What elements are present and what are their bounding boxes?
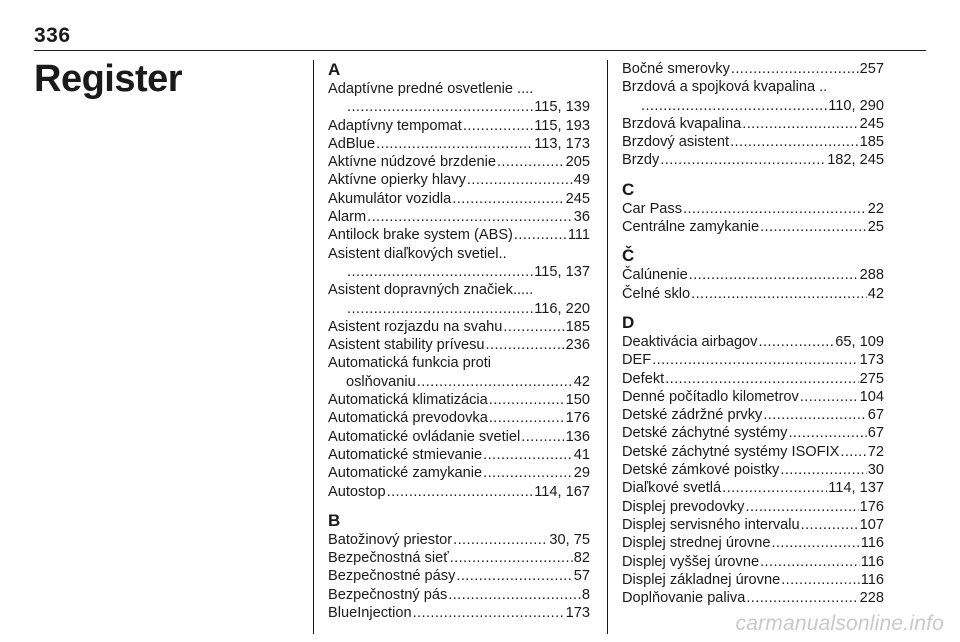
entry-term: Bočné smerovky	[622, 61, 730, 77]
dot-leader	[413, 604, 565, 622]
entry-term: Aktívne opierky hlavy	[328, 172, 466, 189]
index-entry	[328, 446, 590, 464]
section-letter: Č	[622, 246, 635, 266]
index-entry	[328, 135, 590, 153]
entry-page-ref[interactable]: 150	[565, 392, 590, 409]
entry-term: Denné počítadlo kilometrov	[622, 388, 799, 405]
entry-term: Automatické ovládanie svetiel	[328, 428, 521, 445]
index-entry	[622, 115, 884, 133]
entry-page-ref[interactable]: 228	[859, 590, 884, 607]
watermark: carmanualsonline.info	[735, 612, 944, 635]
section-letter: A	[328, 60, 341, 79]
entry-page-ref[interactable]: 173	[859, 352, 884, 369]
entry-page-ref[interactable]: 115, 139	[534, 99, 590, 116]
entry-page-ref[interactable]: 72	[867, 443, 884, 460]
dot-leader	[489, 409, 565, 427]
entry-term: AdBlue	[328, 135, 376, 152]
entry-term: Automatická prevodovka	[328, 410, 488, 427]
entry-page-ref[interactable]: 49	[573, 172, 590, 189]
dot-leader	[641, 97, 827, 115]
entry-page-ref[interactable]: 57	[573, 568, 590, 585]
dot-leader	[745, 498, 858, 516]
entry-term: Diaľkové svetlá	[622, 480, 722, 497]
index-entry	[328, 226, 590, 244]
entry-page-ref[interactable]: 30	[867, 462, 884, 479]
entry-page-ref[interactable]: 275	[859, 370, 884, 387]
entry-term: Brzdová a spojková kvapalina ..	[622, 79, 828, 96]
entry-term: Bezpečnostná sieť	[328, 550, 449, 567]
entry-term: Detské zámkové poistky	[622, 462, 780, 479]
entry-page-ref[interactable]: 42	[867, 285, 884, 302]
index-entry	[328, 391, 590, 409]
index-entry	[328, 153, 590, 171]
dot-leader	[800, 388, 859, 406]
entry-term: Detské zádržné prvky	[622, 407, 763, 424]
entry-term: Batožinový priestor	[328, 531, 453, 548]
entry-page-ref[interactable]: 67	[867, 407, 884, 424]
dot-leader	[514, 226, 567, 244]
index-entry	[328, 281, 590, 318]
page-title: Register	[34, 58, 183, 100]
section-letter: D	[622, 312, 635, 332]
entry-term: Brzdová kvapalina	[622, 115, 742, 132]
page-number: 336	[34, 24, 71, 47]
section-letter: C	[622, 179, 635, 199]
entry-term: Adaptívne predné osvetlenie ....	[328, 81, 534, 97]
dot-leader	[503, 318, 564, 336]
entry-page-ref[interactable]: 116	[860, 571, 884, 588]
entry-term: Automatické zamykanie	[328, 465, 483, 482]
index-entry	[622, 351, 884, 369]
entry-term: Displej prevodovky	[622, 498, 745, 515]
index-entry	[622, 589, 884, 607]
index-column-2	[622, 60, 884, 607]
entry-page-ref[interactable]: 205	[565, 154, 590, 171]
dot-leader	[347, 300, 533, 318]
dot-leader	[746, 589, 858, 607]
entry-term: Defekt	[622, 370, 665, 387]
entry-page-ref[interactable]: 65, 109	[835, 333, 884, 350]
entry-page-ref[interactable]: 245	[565, 190, 590, 207]
entry-term: Asistent rozjazdu na svahu	[328, 318, 503, 335]
dot-leader	[376, 135, 533, 153]
index-entry	[622, 333, 884, 351]
dot-leader	[483, 464, 573, 482]
dot-leader	[660, 151, 826, 169]
dot-leader	[417, 373, 573, 391]
index-entry	[622, 133, 884, 151]
entry-term: Bezpečnostný pás	[328, 586, 448, 603]
dot-leader	[760, 218, 867, 236]
index-entry	[622, 571, 884, 589]
index-entry	[328, 464, 590, 482]
index-column-1	[328, 60, 590, 622]
entry-page-ref[interactable]: 116	[860, 553, 884, 570]
index-entry	[622, 424, 884, 442]
dot-leader	[758, 333, 834, 351]
column-divider-right	[607, 60, 608, 634]
entry-page-ref[interactable]: 41	[573, 446, 590, 463]
dot-leader	[683, 200, 867, 218]
entry-term: Deaktivácia airbagov	[622, 333, 758, 350]
dot-leader	[689, 266, 859, 284]
dot-leader	[801, 516, 859, 534]
entry-page-ref[interactable]: 113, 173	[534, 135, 590, 152]
entry-page-ref[interactable]: 236	[565, 337, 590, 354]
index-entry	[328, 208, 590, 226]
column-divider-left	[313, 60, 314, 634]
entry-page-ref[interactable]: 25	[867, 219, 884, 236]
entry-term: Alarm	[328, 209, 367, 226]
dot-leader	[780, 461, 866, 479]
entry-term: Brzdový asistent	[622, 134, 730, 151]
index-entry	[328, 354, 590, 391]
entry-page-ref[interactable]: 176	[859, 498, 884, 515]
entry-term: Displej strednej úrovne	[622, 535, 771, 552]
entry-term: Aktívne núdzové brzdenie	[328, 154, 496, 171]
entry-term: Autostop	[328, 483, 386, 500]
dot-leader	[781, 571, 860, 589]
entry-term: Adaptívny tempomat	[328, 117, 462, 134]
entry-page-ref[interactable]: 185	[565, 318, 590, 335]
dot-leader	[463, 117, 533, 135]
dot-leader	[387, 483, 534, 501]
dot-leader	[467, 171, 573, 189]
index-entry	[622, 370, 884, 388]
index-entry	[328, 117, 590, 135]
dot-leader	[788, 424, 866, 442]
entry-page-ref[interactable]: 111	[567, 227, 590, 244]
dot-leader	[731, 60, 859, 78]
index-entry	[328, 190, 590, 208]
entry-page-ref[interactable]: 8	[581, 586, 590, 603]
entry-page-ref[interactable]: 67	[867, 425, 884, 442]
entry-page-ref[interactable]: 30, 75	[549, 531, 590, 548]
index-entry	[622, 266, 884, 284]
entry-page-ref[interactable]: 288	[859, 267, 884, 284]
index-entry	[622, 516, 884, 534]
dot-leader	[347, 263, 533, 281]
entry-term: Antilock brake system (ABS)	[328, 227, 513, 244]
entry-term: Automatická funkcia proti	[328, 355, 492, 372]
entry-term: Bezpečnostné pásy	[328, 568, 456, 585]
entry-term: Displej základnej úrovne	[622, 571, 781, 588]
section-letter: B	[328, 510, 341, 530]
index-entry	[622, 200, 884, 218]
dot-leader	[840, 443, 866, 461]
index-entry	[622, 461, 884, 479]
entry-term: DEF	[622, 352, 652, 369]
index-entry	[622, 479, 884, 497]
entry-page-ref[interactable]: 110, 290	[828, 97, 884, 114]
entry-term: Detské záchytné systémy	[622, 425, 788, 442]
index-entry	[328, 336, 590, 354]
index-entry	[622, 443, 884, 461]
entry-page-ref[interactable]: 22	[867, 200, 884, 217]
index-entry	[328, 604, 590, 622]
entry-page-ref[interactable]: 257	[859, 61, 884, 77]
index-entry	[622, 498, 884, 516]
header-rule	[34, 50, 926, 51]
dot-leader	[486, 336, 565, 354]
index-entry	[622, 406, 884, 424]
index-entry	[622, 388, 884, 406]
entry-page-ref[interactable]: 114, 167	[534, 483, 590, 500]
index-entry	[328, 409, 590, 427]
entry-page-ref[interactable]: 116, 220	[534, 300, 590, 317]
entry-term: Asistent diaľkových svetiel..	[328, 245, 507, 262]
dot-leader	[665, 370, 858, 388]
index-entry	[328, 245, 590, 282]
index-entry	[622, 534, 884, 552]
entry-term: BlueInjection	[328, 605, 412, 622]
entry-page-ref[interactable]: 42	[573, 373, 590, 390]
dot-leader	[652, 351, 858, 369]
dot-leader	[452, 190, 564, 208]
index-entry	[328, 549, 590, 567]
entry-page-ref[interactable]: 29	[573, 465, 590, 482]
entry-page-ref[interactable]: 185	[859, 134, 884, 151]
entry-term: Asistent stability prívesu	[328, 337, 485, 354]
entry-page-ref[interactable]: 245	[859, 115, 884, 132]
entry-term: Automatická klimatizácia	[328, 392, 488, 409]
index-entry	[622, 78, 884, 115]
entry-page-ref[interactable]: 173	[565, 605, 590, 622]
entry-term: Asistent dopravných značiek.....	[328, 282, 534, 299]
entry-term: Akumulátor vozidla	[328, 190, 452, 207]
dot-leader	[730, 133, 859, 151]
entry-page-ref[interactable]: 107	[859, 516, 884, 533]
entry-term: Car Pass	[622, 200, 683, 217]
entry-term: Displej servisného intervalu	[622, 516, 800, 533]
dot-leader	[456, 567, 572, 585]
index-entry	[328, 171, 590, 189]
dot-leader	[742, 115, 858, 133]
entry-term: Doplňovanie paliva	[622, 590, 746, 607]
dot-leader	[760, 553, 860, 571]
index-entry	[328, 428, 590, 446]
entry-page-ref[interactable]: 136	[565, 428, 590, 445]
entry-term: Brzdy	[622, 152, 660, 169]
entry-page-ref[interactable]: 116	[860, 535, 884, 552]
index-entry	[622, 553, 884, 571]
dot-leader	[691, 285, 867, 303]
index-entry	[328, 318, 590, 336]
dot-leader	[367, 208, 573, 226]
entry-page-ref[interactable]: 115, 137	[534, 263, 590, 280]
index-entry	[622, 285, 884, 303]
entry-page-ref[interactable]: 36	[573, 209, 590, 226]
dot-leader	[450, 549, 573, 567]
index-entry	[328, 80, 590, 117]
entry-page-ref[interactable]: 176	[565, 410, 590, 427]
entry-page-ref[interactable]: 182, 245	[827, 152, 884, 169]
index-entry	[328, 567, 590, 585]
dot-leader	[763, 406, 866, 424]
dot-leader	[489, 391, 565, 409]
dot-leader	[483, 446, 573, 464]
entry-page-ref[interactable]: 115, 193	[534, 117, 590, 134]
entry-page-ref[interactable]: 82	[573, 550, 590, 567]
dot-leader	[453, 531, 548, 549]
dot-leader	[497, 153, 565, 171]
entry-page-ref[interactable]: 114, 137	[828, 480, 884, 497]
entry-page-ref[interactable]: 104	[859, 388, 884, 405]
entry-term: oslňovaniu	[346, 373, 416, 390]
entry-term: Detské záchytné systémy ISOFIX	[622, 443, 840, 460]
dot-leader	[722, 479, 827, 497]
dot-leader	[521, 428, 564, 446]
index-entry	[328, 531, 590, 549]
entry-term: Automatické stmievanie	[328, 446, 483, 463]
index-entry	[622, 151, 884, 169]
entry-term: Displej vyššej úrovne	[622, 553, 760, 570]
index-entry	[622, 60, 884, 78]
entry-term: Čalúnenie	[622, 267, 688, 284]
index-entry	[622, 218, 884, 236]
dot-leader	[347, 98, 533, 116]
index-entry	[328, 483, 590, 501]
dot-leader	[448, 586, 581, 604]
index-entry	[328, 586, 590, 604]
entry-term: Centrálne zamykanie	[622, 219, 760, 236]
entry-term: Čelné sklo	[622, 285, 691, 302]
dot-leader	[771, 534, 859, 552]
